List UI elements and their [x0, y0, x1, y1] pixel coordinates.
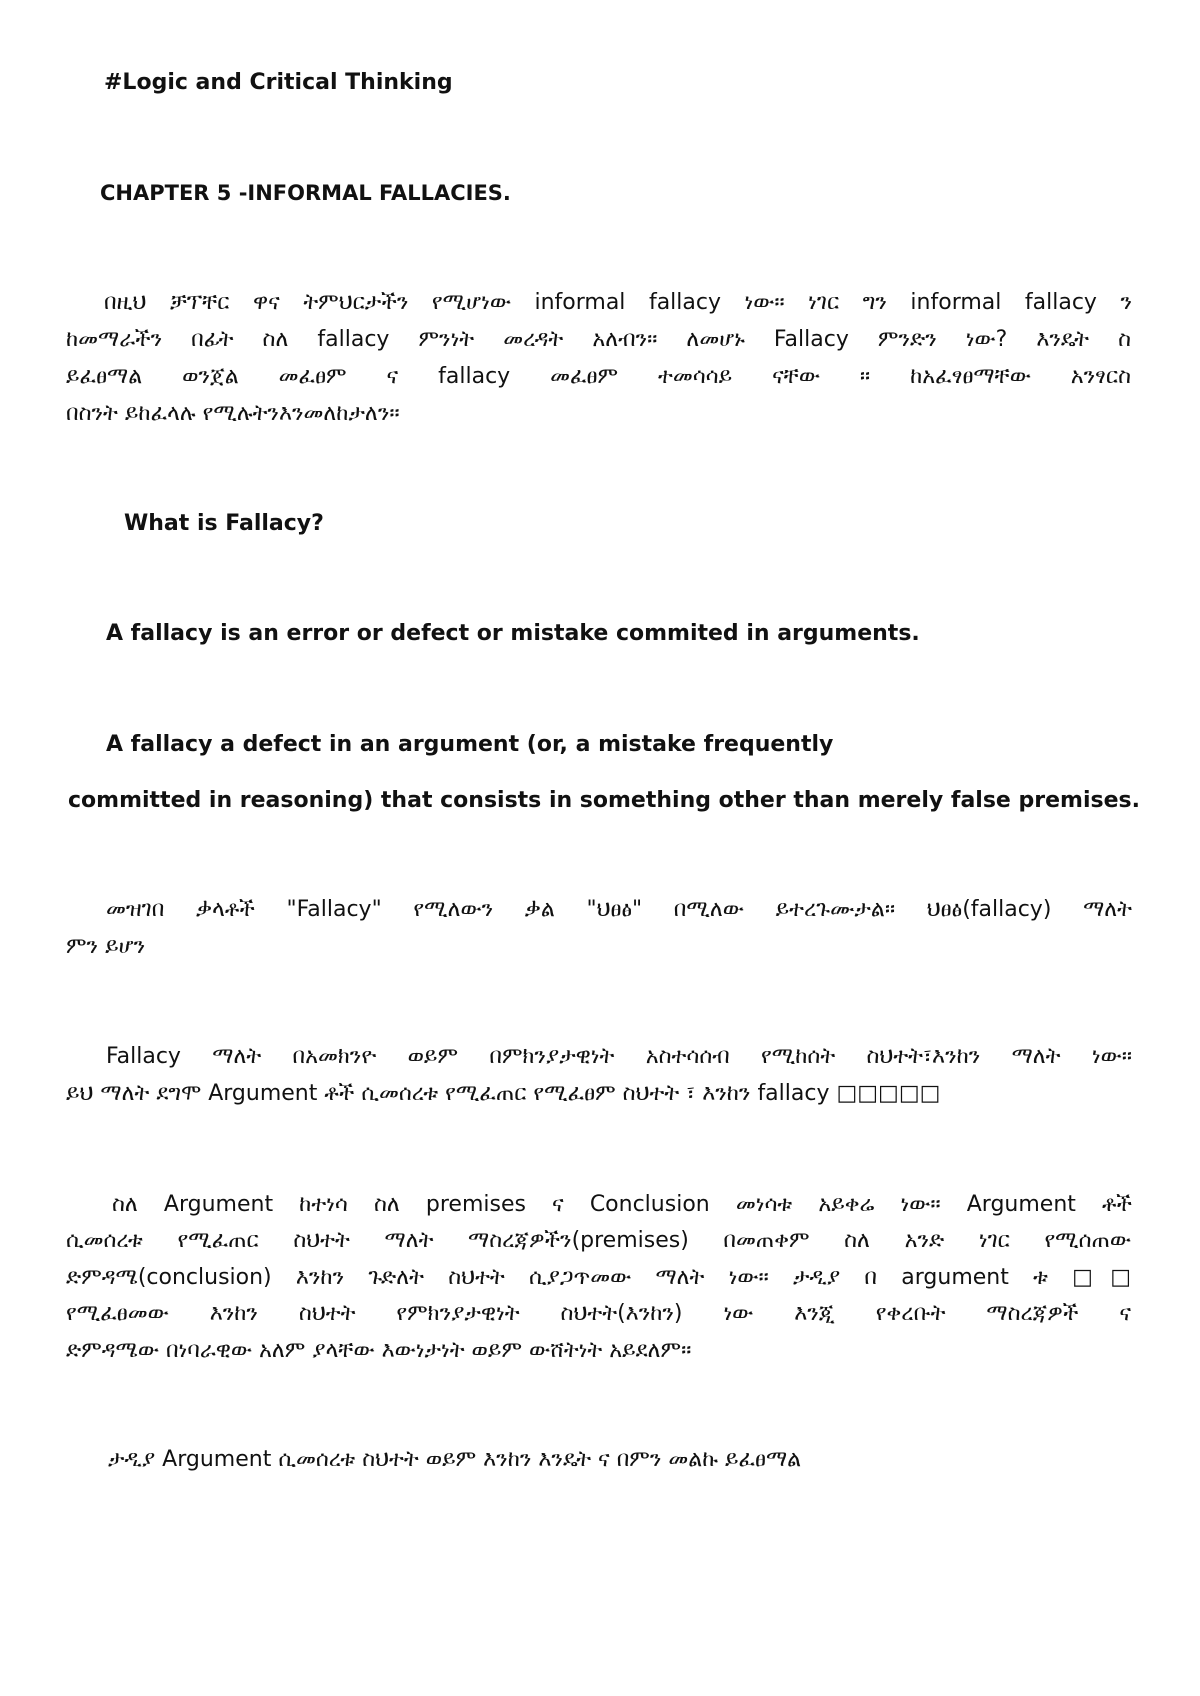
argument-line-1: ስለ Argument ከተነሳ ስለ premises ና Conclusion መነሳቱ አይቀሬ ነው። Argument ቶች	[112, 1192, 1132, 1217]
intro-line-1: በዚህ ቻፕቸር ዋና ትምህርታችን የሚሆነው informal fallacy ነው። ነገር ግን informal fallacy ን	[104, 290, 1132, 315]
meaning-line-1: Fallacy ማለት በአመክንዮ ወይም በምክንያታዊነት አስተሳሰብ የሚከሰት ስህተት፣እንከን ማለት ነው።	[106, 1044, 1132, 1069]
definition-2-line-2: committed in reasoning) that consists in something other than merely false premises.	[68, 788, 1140, 813]
intro-line-2: ከመማራችን በፊት ስለ fallacy ምንነት መረዳት አለብን። ለመሆኑ Fallacy ምንድን ነው? እንዴት ስ	[66, 327, 1131, 352]
definition-2-line-1: A fallacy a defect in an argument (or, a mistake frequently	[106, 732, 834, 757]
translation-line-2: ምን ይሆን	[66, 934, 146, 959]
definition-1: A fallacy is an error or defect or mistake commited in arguments.	[106, 621, 920, 646]
argument-line-4: የሚፈፀመው እንከን ስህተት የምክንያታዊነት ስህተት(እንከን) ነው እንጂ የቀረቡት ማስረጃዎች ና	[66, 1301, 1131, 1326]
argument-line-5: ድምዳሜው በነባራዊው አለም ያላቸው እውነታነት ወይም ውሸትነት አይደለም።	[66, 1338, 692, 1363]
document-title: #Logic and Critical Thinking	[104, 70, 453, 95]
intro-line-3: ይፈፀማል ወንጀል መፈፀም ና fallacy መፈፀም ተመሳሳይ ናቸው ። ከአፈፃፀማቸው አንፃርስ	[66, 364, 1131, 389]
chapter-heading: CHAPTER 5 -INFORMAL FALLACIES.	[100, 181, 511, 205]
intro-line-4: በስንት ይከፈላሉ የሚሉትንእንመለከታለን።	[66, 401, 400, 426]
argument-line-2: ሲመሰረቱ የሚፈጠር ስህተት ማለት ማስረጃዎችን(premises) በመጠቀም ስለ አንድ ነገር የሚሰጠው	[66, 1228, 1131, 1253]
meaning-line-2: ይህ ማለት ደግሞ Argument ቶች ሲመሰረቱ የሚፈጠር የሚፈፀም ስህተት ፣ እንከን fallacy □□□□□	[66, 1081, 941, 1106]
section-heading-what-is-fallacy: What is Fallacy?	[124, 511, 324, 536]
translation-line-1: መዝገበ ቃላቶች "Fallacy" የሚለውን ቃል "ህፀፅ" በሚለው ይተረጉሙታል። ህፀፅ(fallacy) ማለት	[106, 897, 1132, 922]
argument-line-3: ድምዳሜ(conclusion) እንከን ጉድለት ስህተት ሲያጋጥመው ማለት ነው። ታዲያ በ argument ቱ □□	[66, 1265, 1131, 1290]
closing-question: ታዲያ Argument ሲመሰረቱ ስህተት ወይም እንከን እንዴት ና በምን መልኩ ይፈፀማል	[108, 1447, 802, 1472]
